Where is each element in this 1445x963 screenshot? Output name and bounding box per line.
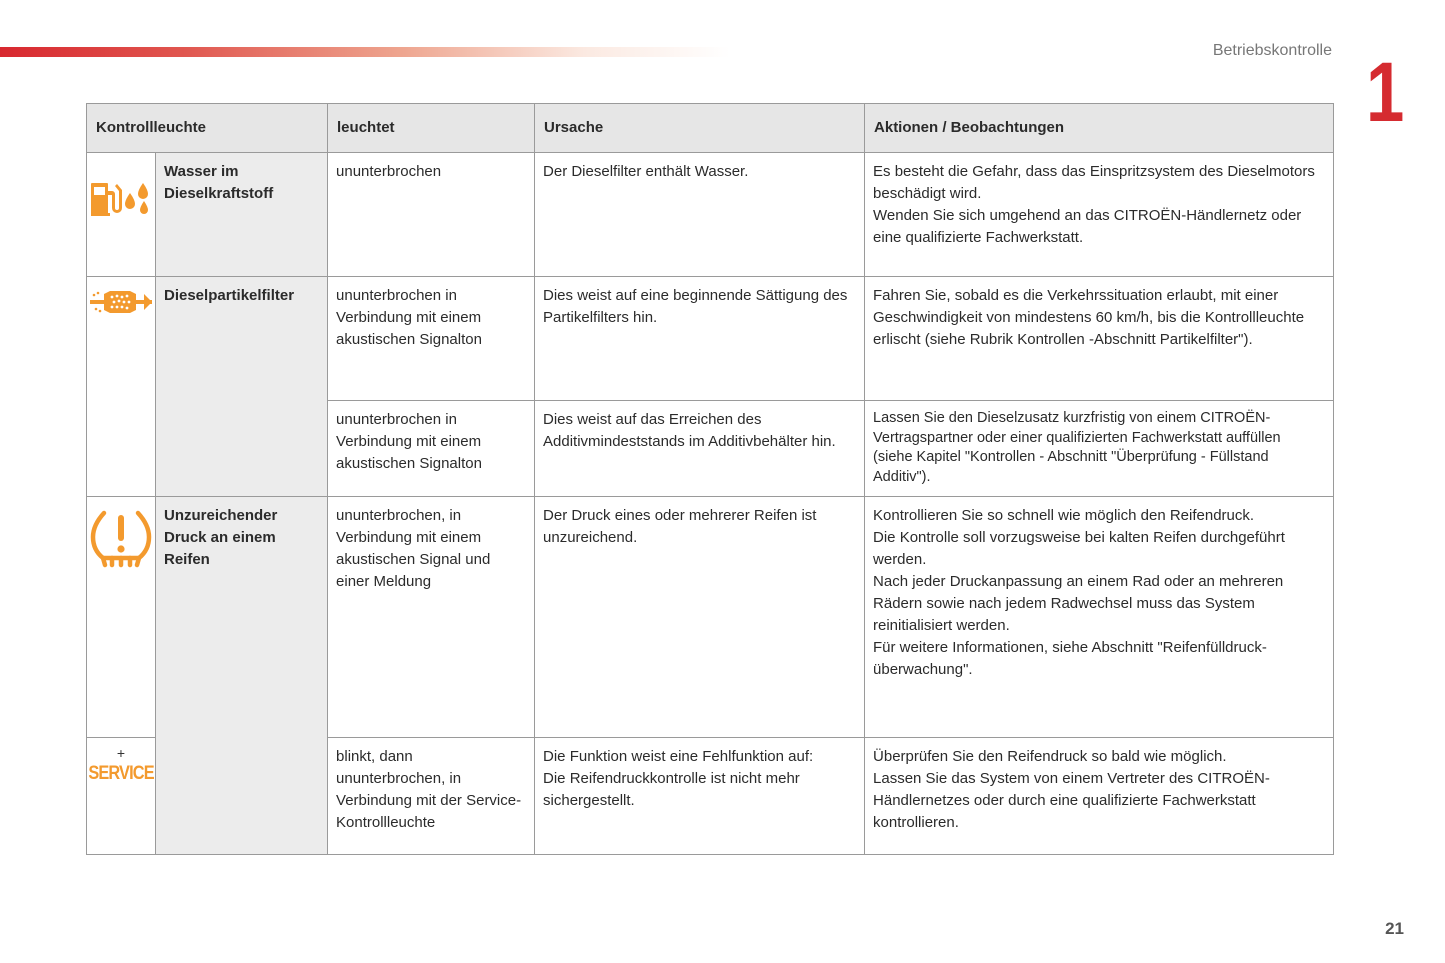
- ursache-line: Die Funktion weist eine Fehlfunktion auf:: [543, 748, 814, 765]
- aktionen-cell: Lassen Sie den Dieselzusatz kurzfristig von einem CITROËN-Vertragspartner oder einer qualifizierten Fachwerkstatt auffüllen (siehe Kapitel "Kontrollen - Abschnitt "Überprüfung - Füllstand Additiv").: [865, 401, 1334, 497]
- aktionen-line: Die Kontrolle soll vorzugsweise bei kalten Reifen durchgeführt werden.: [873, 529, 1285, 568]
- leuchtet-cell: ununterbrochen: [328, 153, 535, 277]
- table-row: [87, 277, 1334, 401]
- plus-icon: +: [116, 745, 126, 761]
- aktionen-cell: Fahren Sie, sobald es die Verkehrssituation erlaubt, mit einer Geschwindigkeit von mindestens 60 km/h, bis die Kontrollleuchte erlischt (siehe Rubrik Kontrollen -Abschnitt Partikelfilter").: [865, 277, 1334, 401]
- aktionen-line: Wenden Sie sich umgehend an das CITROËN-Händlernetz oder eine qualifizierte Fachwerkstatt.: [873, 207, 1302, 246]
- leuchtet-cell: ununterbrochen in Verbindung mit einem akustischen Signalton: [328, 401, 535, 497]
- ursache-cell: Dies weist auf eine beginnende Sättigung des Partikelfilters hin.: [535, 277, 865, 401]
- service-word-icon: SERVICE: [88, 763, 154, 784]
- section-title: Betriebskontrolle: [1212, 42, 1332, 59]
- fuel-water-icon: [88, 177, 154, 227]
- ursache-cell: [535, 738, 865, 855]
- leuchtet-cell: blinkt, dann ununterbrochen, in Verbindung mit der Service-Kontrollleuchte: [328, 738, 535, 855]
- chapter-number: 1: [1366, 45, 1405, 139]
- column-header-kontrollleuchte: Kontrollleuchte: [87, 104, 328, 153]
- warning-name-cell: Wasser im Dieselkraftstoff: [156, 153, 328, 277]
- service-icon: [87, 738, 155, 786]
- aktionen-cell: [865, 497, 1334, 738]
- table-row: [87, 497, 1334, 738]
- table-header-row: [87, 104, 1334, 153]
- ursache-line: Die Reifendruckkontrolle ist nicht mehr sichergestellt.: [543, 770, 800, 809]
- column-header-aktionen: Aktionen / Beobachtungen: [865, 104, 1334, 153]
- column-header-ursache: Ursache: [535, 104, 865, 153]
- leuchtet-cell: ununterbrochen in Verbindung mit einem akustischen Signalton: [328, 277, 535, 401]
- icon-cell: [87, 738, 156, 855]
- leuchtet-cell: ununterbrochen, in Verbindung mit einem akustischen Signal und einer Meldung: [328, 497, 535, 738]
- warning-name-cell: Unzureichender Druck an einem Reifen: [156, 497, 328, 855]
- aktionen-line: Kontrollieren Sie so schnell wie möglich den Reifendruck.: [873, 507, 1255, 524]
- column-header-leuchtet: leuchtet: [328, 104, 535, 153]
- header-color-bar: [0, 47, 730, 57]
- aktionen-line: Nach jeder Druckanpassung an einem Rad oder an mehreren Rädern sowie nach jedem Radwechsel muss das System reinitialisiert werden.: [873, 573, 1284, 634]
- icon-cell: [87, 277, 156, 497]
- page-number: 21: [1385, 919, 1404, 938]
- particle-filter-icon: [88, 285, 154, 319]
- ursache-cell: Der Dieselfilter enthält Wasser.: [535, 153, 865, 277]
- table-row: [87, 153, 1334, 277]
- ursache-cell: Der Druck eines oder mehrerer Reifen ist unzureichend.: [535, 497, 865, 738]
- aktionen-cell: [865, 153, 1334, 277]
- aktionen-line: Überprüfen Sie den Reifendruck so bald wie möglich.: [873, 748, 1227, 765]
- icon-cell: [87, 497, 156, 738]
- aktionen-cell: [865, 738, 1334, 855]
- ursache-cell: Dies weist auf das Erreichen des Additivmindeststands im Additivbehälter hin.: [535, 401, 865, 497]
- aktionen-line: Es besteht die Gefahr, dass das Einspritzsystem des Dieselmotors beschädigt wird.: [873, 163, 1315, 202]
- aktionen-line: Für weitere Informationen, siehe Abschnitt "Reifenfülldruck-überwachung".: [873, 639, 1267, 678]
- tyre-pressure-icon: [88, 507, 154, 569]
- warning-name-cell: Dieselpartikelfilter: [156, 277, 328, 497]
- warning-lights-table: [86, 103, 1334, 855]
- icon-cell: [87, 153, 156, 277]
- aktionen-line: Lassen Sie das System von einem Vertreter des CITROËN-Händlernetzes oder durch eine qualifizierte Fachwerkstatt kontrollieren.: [873, 770, 1270, 831]
